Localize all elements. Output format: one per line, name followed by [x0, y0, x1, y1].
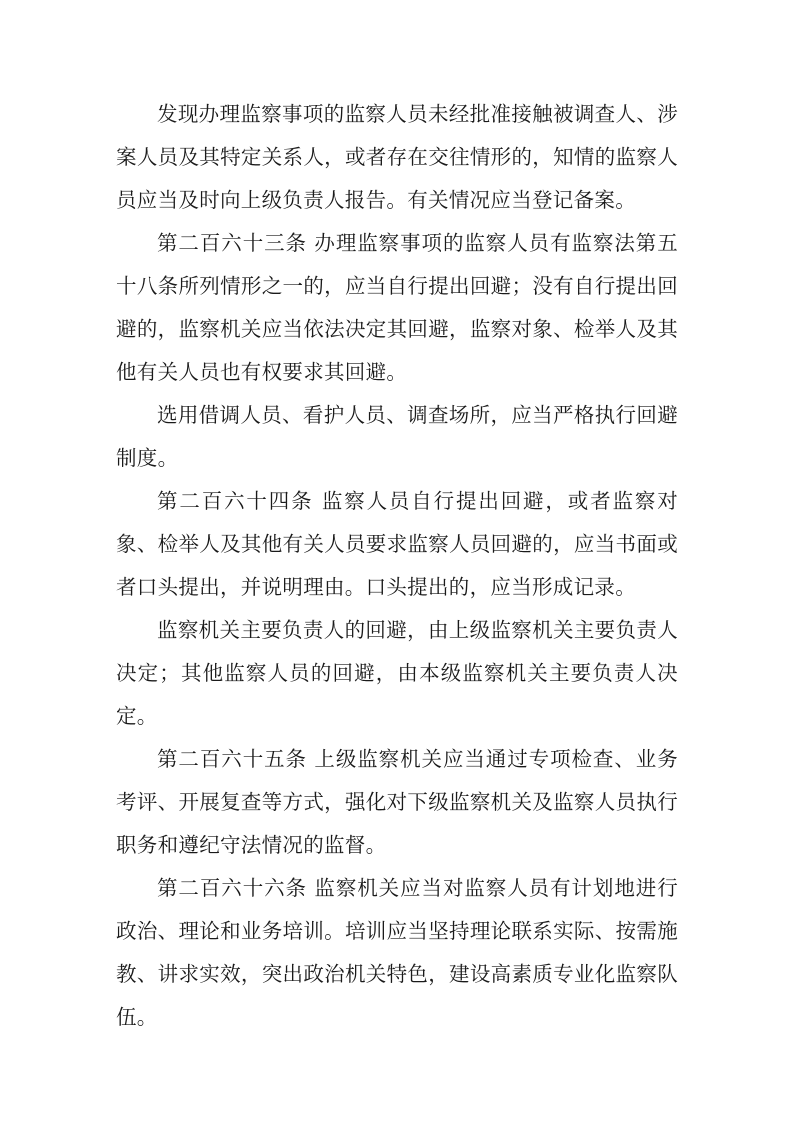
paragraph-recusal-system: 选用借调人员、看护人员、调查场所，应当严格执行回避制度。 — [116, 403, 678, 470]
paragraph-article-266: 第二百六十六条 监察机关应当对监察人员有计划地进行政治、理论和业务培训。培训应当坚持理论联系实际、按需施教、讲求实效，突出政治机关特色，建设高素质专业化监察队伍。 — [116, 876, 678, 1029]
paragraph-article-263: 第二百六十三条 办理监察事项的监察人员有监察法第五十八条所列情形之一的，应当自行提出回避；没有自行提出回避的，监察机关应当依法决定其回避，监察对象、检举人及其他有关人员也有权要求其回避。 — [116, 231, 678, 384]
paragraph-article-264: 第二百六十四条 监察人员自行提出回避，或者监察对象、检举人及其他有关人员要求监察人员回避的，应当书面或者口头提出，并说明理由。口头提出的，应当形成记录。 — [116, 489, 678, 599]
paragraph-recusal-decision: 监察机关主要负责人的回避，由上级监察机关主要负责人决定；其他监察人员的回避，由本级监察机关主要负责人决定。 — [116, 618, 678, 728]
paragraph-article-265: 第二百六十五条 上级监察机关应当通过专项检查、业务考评、开展复查等方式，强化对下级监察机关及监察人员执行职务和遵纪守法情况的监督。 — [116, 747, 678, 857]
paragraph-reporting-contact: 发现办理监察事项的监察人员未经批准接触被调查人、涉案人员及其特定关系人，或者存在交往情形的，知情的监察人员应当及时向上级负责人报告。有关情况应当登记备案。 — [116, 102, 678, 212]
document-body — [116, 93, 678, 1039]
